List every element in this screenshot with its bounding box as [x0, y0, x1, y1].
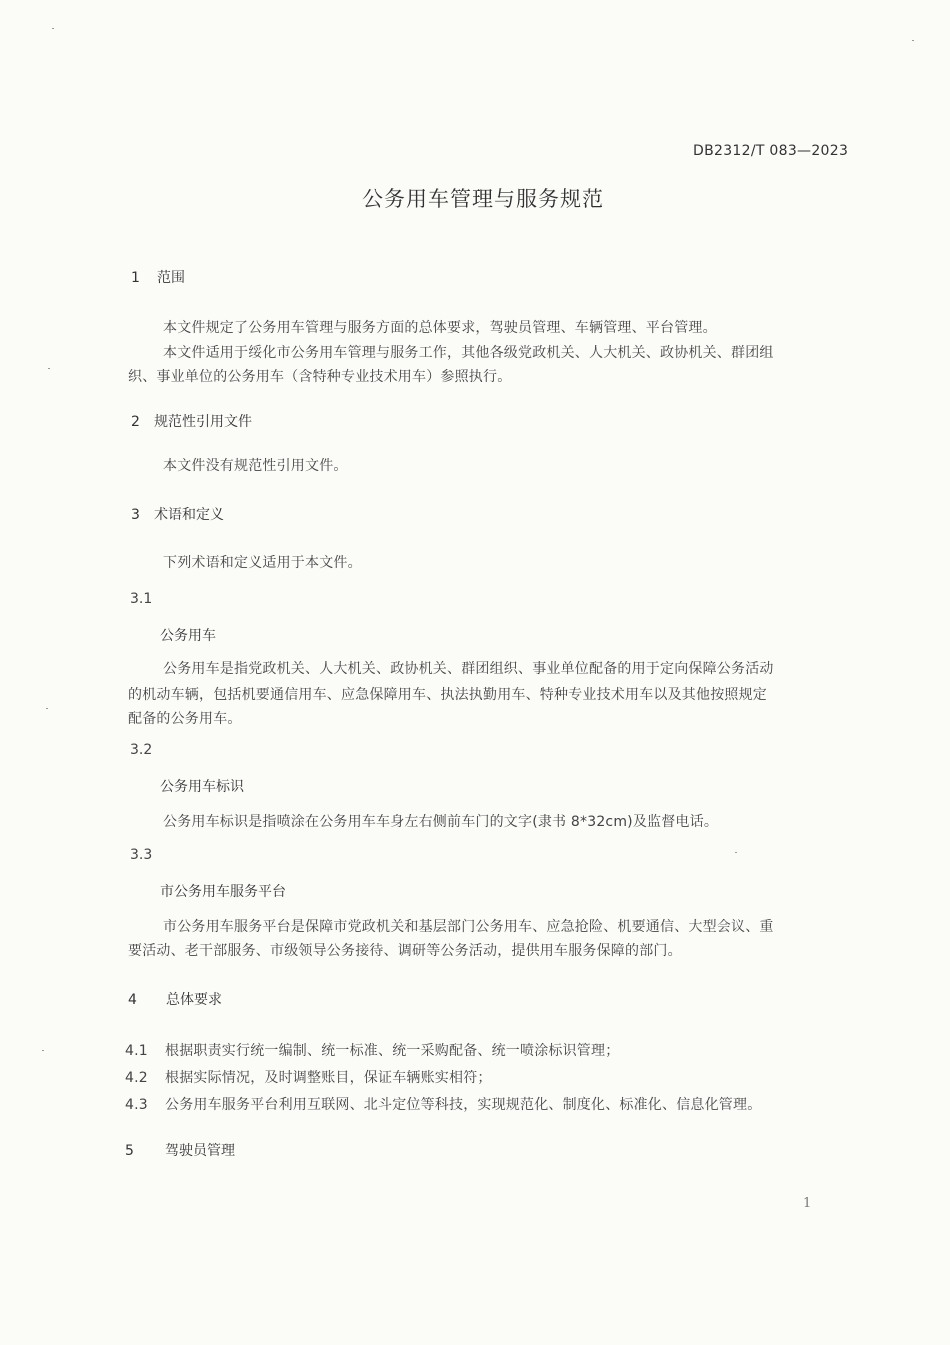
section-number: 1 — [131, 270, 140, 286]
section-1-paragraph-2-line-1: 本文件适用于绥化市公务用车管理与服务工作，其他各级党政机关、人大机关、政协机关、群团组 — [163, 345, 774, 361]
section-1-heading — [131, 267, 185, 287]
scan-speck — [912, 40, 914, 41]
section-title: 术语和定义 — [154, 507, 224, 523]
item-number: 4.1 — [125, 1043, 148, 1059]
scan-speck — [52, 28, 54, 29]
term-definition-line: 的机动车辆，包括机要通信用车、应急保障用车、执法执勤用车、特种专业技术用车以及其他按照规定 — [128, 687, 767, 703]
section-title: 驾驶员管理 — [165, 1143, 235, 1159]
scan-speck — [735, 852, 737, 853]
term-definition-line: 市公务用车服务平台是保障市党政机关和基层部门公务用车、应急抢险、机要通信、大型会议、重 — [163, 919, 774, 935]
section-1-paragraph-2-line-2: 织、事业单位的公务用车（含特种专业技术用车）参照执行。 — [128, 369, 512, 385]
term-name: 公务用车 — [160, 628, 216, 644]
section-1-paragraph-1: 本文件规定了公务用车管理与服务方面的总体要求，驾驶员管理、车辆管理、平台管理。 — [163, 320, 717, 336]
term-number: 3.3 — [130, 847, 153, 863]
item-text: 公务用车服务平台利用互联网、北斗定位等科技，实现规范化、制度化、标准化、信息化管理。 — [165, 1097, 762, 1113]
item-number: 4.2 — [125, 1070, 148, 1086]
document-title: 公务用车管理与服务规范 — [362, 187, 604, 211]
term-definition-line: 公务用车是指党政机关、人大机关、政协机关、群团组织、事业单位配备的用于定向保障公务活动 — [163, 661, 774, 677]
section-number: 2 — [131, 414, 140, 430]
scan-speck — [48, 368, 50, 369]
section-title: 规范性引用文件 — [154, 414, 252, 430]
requirement-item — [125, 1067, 492, 1087]
requirement-item — [125, 1040, 619, 1060]
item-number: 4.3 — [125, 1097, 148, 1113]
term-number: 3.2 — [130, 742, 153, 758]
term-definition-line: 公务用车标识是指喷涂在公务用车车身左右侧前车门的文字(隶书 8*32cm)及监督电话。 — [163, 814, 719, 830]
standard-code: DB2312/T 083—2023 — [693, 143, 849, 159]
term-definition-line: 要活动、老干部服务、市级领导公务接待、调研等公务活动，提供用车服务保障的部门。 — [128, 943, 682, 959]
scan-speck — [42, 1050, 44, 1051]
section-5-heading — [125, 1140, 235, 1160]
section-number: 3 — [131, 507, 140, 523]
page-number: 1 — [803, 1196, 812, 1211]
term-name: 公务用车标识 — [160, 779, 244, 795]
section-title: 总体要求 — [166, 992, 222, 1008]
section-2-heading — [131, 411, 252, 431]
section-4-heading — [128, 989, 222, 1009]
term-name: 市公务用车服务平台 — [160, 884, 286, 900]
section-3-intro: 下列术语和定义适用于本文件。 — [163, 555, 362, 571]
section-number: 4 — [128, 992, 137, 1008]
term-number: 3.1 — [130, 591, 153, 607]
section-2-paragraph: 本文件没有规范性引用文件。 — [163, 458, 348, 474]
section-3-heading — [131, 504, 224, 524]
requirement-item — [125, 1094, 761, 1114]
scan-speck — [46, 708, 48, 709]
section-title: 范围 — [157, 270, 185, 286]
item-text: 根据职责实行统一编制、统一标准、统一采购配备、统一喷涂标识管理； — [165, 1043, 620, 1059]
section-number: 5 — [125, 1143, 134, 1159]
item-text: 根据实际情况，及时调整账目，保证车辆账实相符； — [165, 1070, 492, 1086]
term-definition-line: 配备的公务用车。 — [128, 711, 242, 727]
